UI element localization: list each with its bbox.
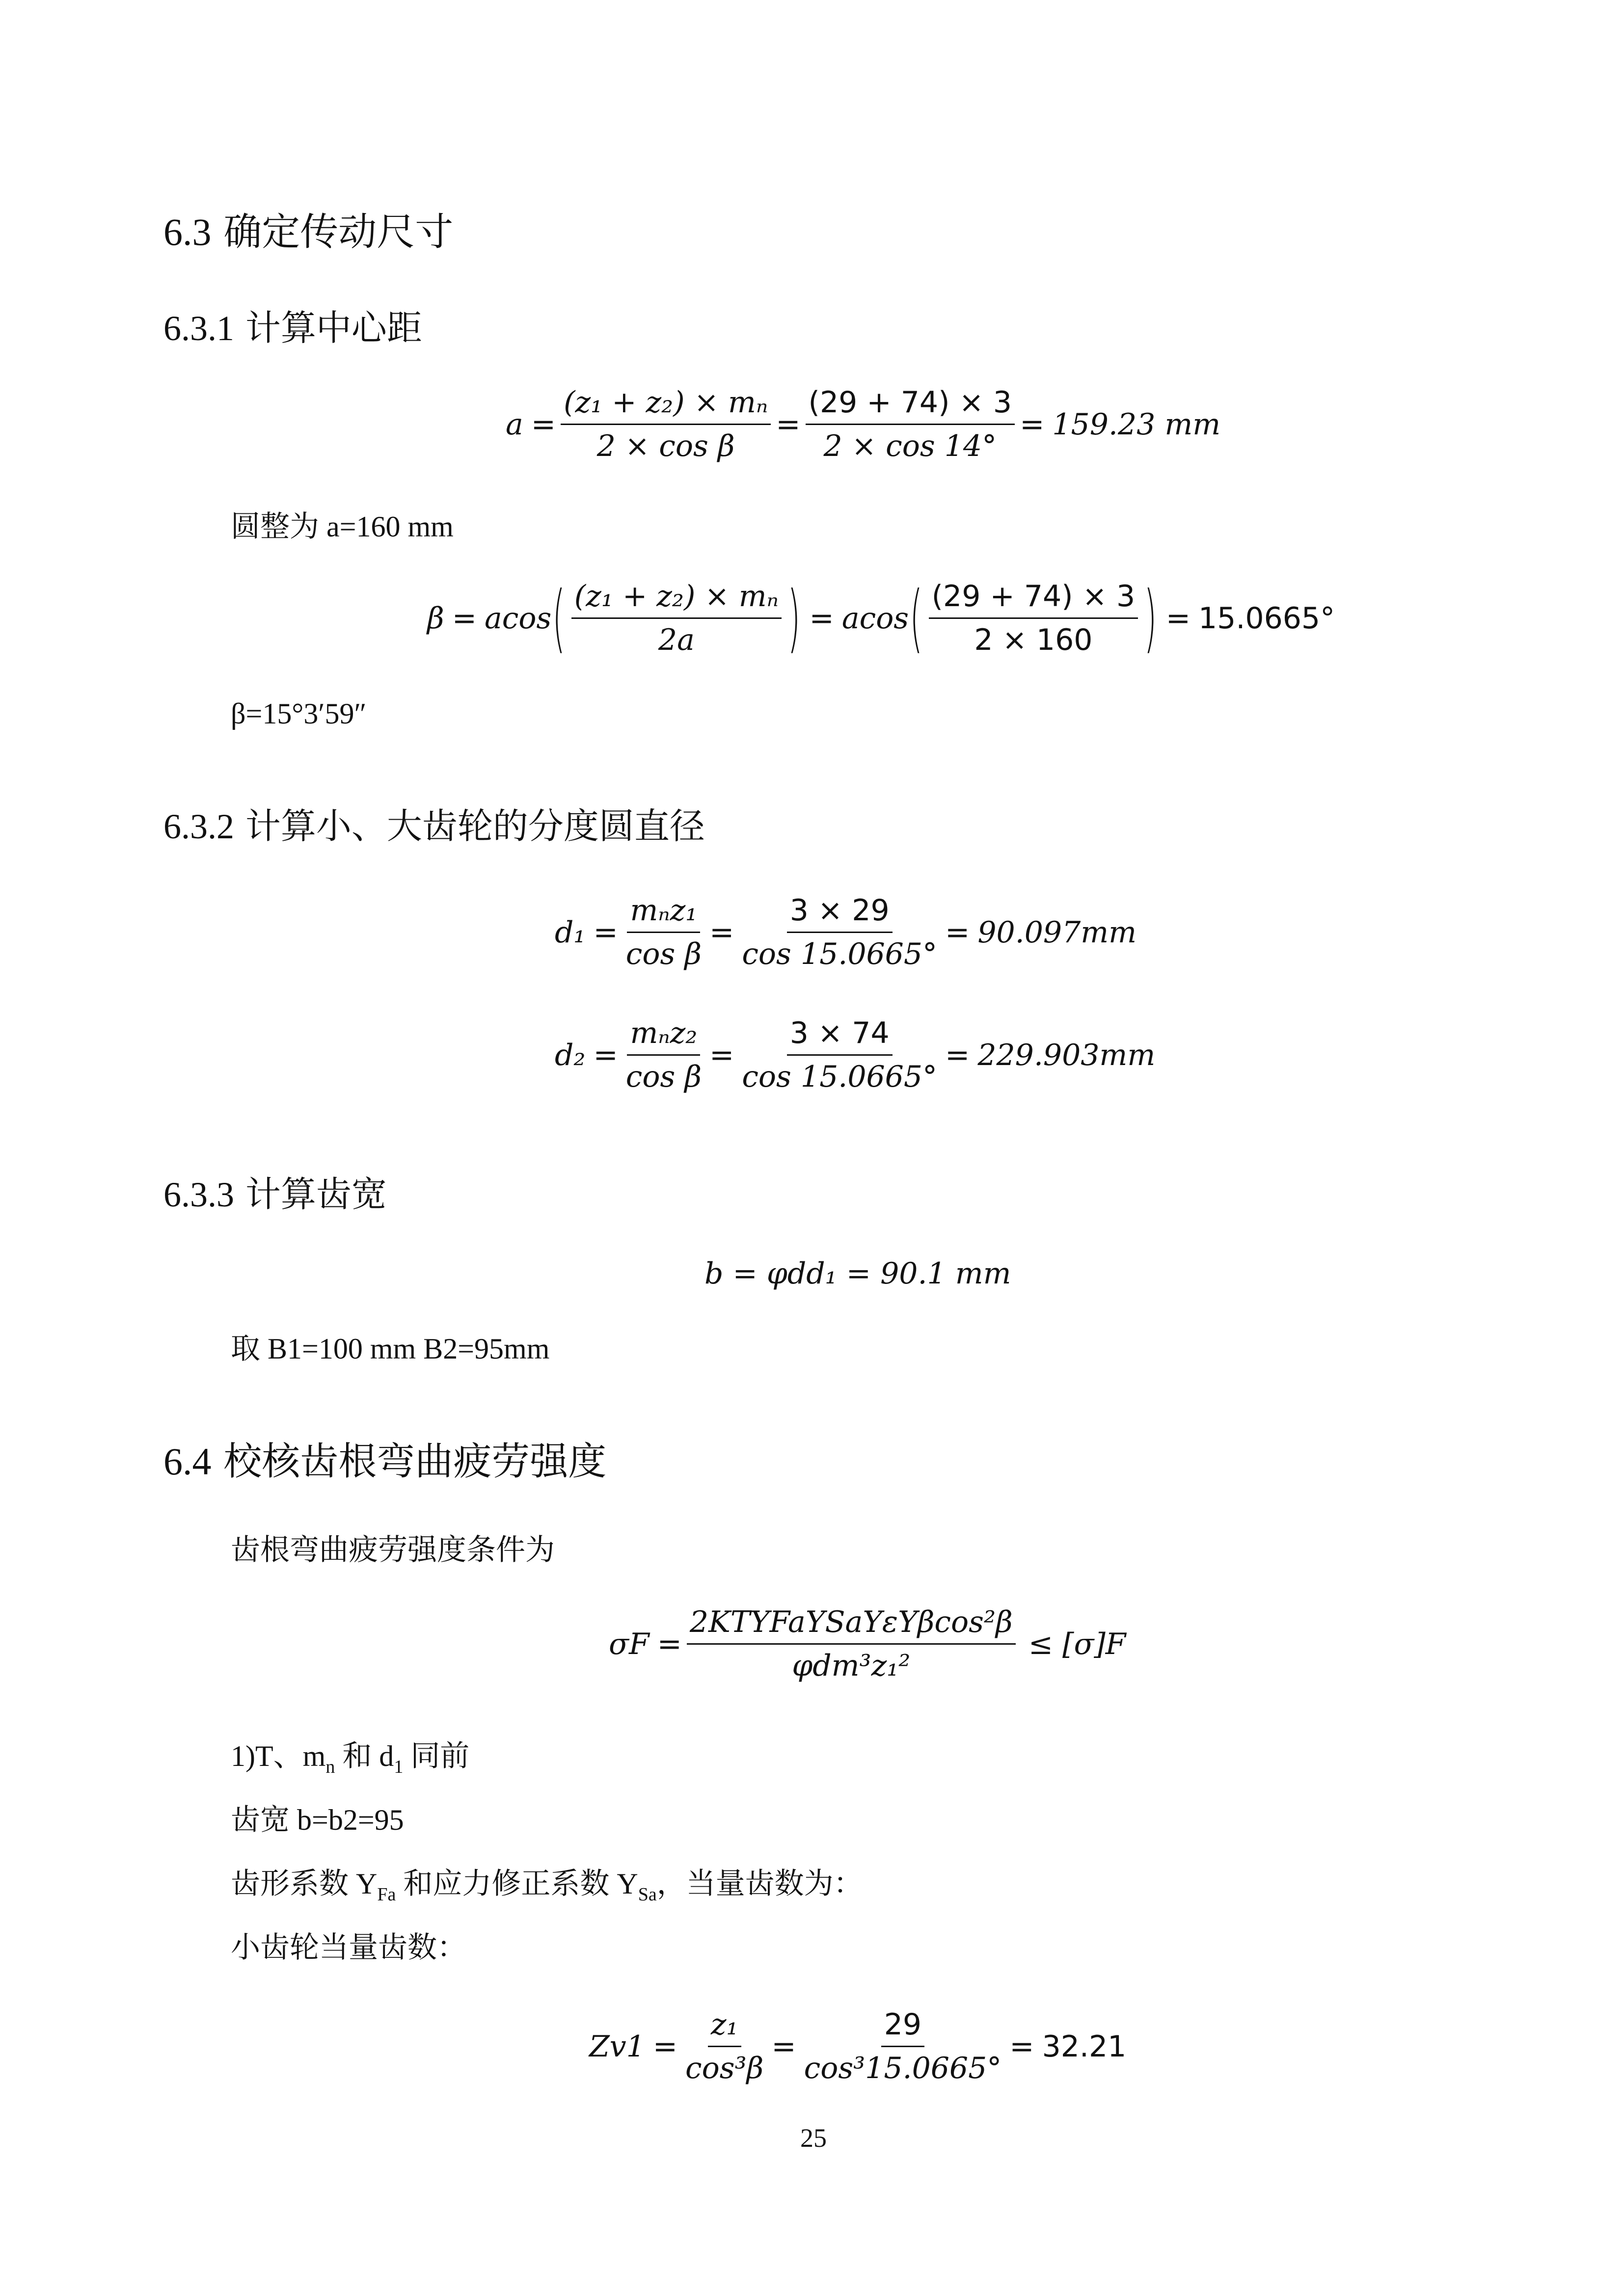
fraction: $\frac{(29 + 74) \times 3}{2 \times 160}$	[929, 579, 1138, 657]
small-gear-text: 小齿轮当量齿数：	[231, 1931, 466, 1964]
equation-d1: d₁ = $\frac{\text{mₙz₁}}{\text{cos β}}$ = $\frac{3 \times 29}{\cos 15.0665^\circ}$ = 90.097mm	[555, 893, 1137, 971]
equation-center-distance: a = $\frac{\text{(z₁ + z₂) × mₙ}}{\text{2 × cos β}}$ = $\frac{(29 + 74) \times 3}{2 \times \cos 14^\circ}$ = 159.23 mm	[506, 385, 1221, 463]
fraction: $\frac{\text{(z₁ + z₂) × mₙ}}{\text{2 × cos β}}$	[561, 385, 771, 463]
fraction: $\frac{29}{\text{cos³15.0665°}}$	[804, 2007, 1002, 2085]
fraction: $\frac{3 \times 74}{\cos 15.0665^\circ}$	[742, 1016, 938, 1094]
coefficient-text: 齿形系数 $Y_{Fa}$ 和应力修正系数 $Y_{Sa}$，当量齿数为：	[231, 1868, 863, 1905]
heading-6-3-1: 6.3.1 计算中心距	[163, 307, 422, 348]
fraction: $\frac{\text{(z₁ + z₂) × mₙ}}{2a}$	[571, 579, 782, 657]
fraction: $\frac{\text{mₙz₂}}{\text{cos β}}$	[625, 1016, 702, 1094]
equation-bending-stress: σF = $\frac{\text{2KTYFaYSaYεYβcos²β}}{\text{φdm³z₁²}}$ ≤ [σ]F	[609, 1605, 1126, 1683]
equation-face-width: b = φdd₁ = 90.1 mm	[704, 1256, 1011, 1291]
equation-d2: d₂ = $\frac{\text{mₙz₂}}{\text{cos β}}$ = $\frac{3 \times 74}{\cos 15.0665^\circ}$ = 229.903mm	[555, 1016, 1156, 1094]
tooth-width-text: 齿宽 b=b2=95	[231, 1804, 404, 1836]
item-1-text: 1)T、$m_n$ 和 $d_1$ 同前	[231, 1740, 470, 1777]
width-text: 取 B1=100 mm B2=95mm	[231, 1333, 550, 1365]
heading-6-3-2: 6.3.2 计算小、大齿轮的分度圆直径	[163, 805, 705, 847]
fraction: $\frac{\text{z₁}}{\text{cos³β}}$	[685, 2007, 764, 2085]
heading-6-3-3: 6.3.3 计算齿宽	[163, 1174, 387, 1215]
fraction: $\frac{(29 + 74) \times 3}{2 \times \cos 14^\circ}$	[806, 385, 1015, 463]
fraction: $\frac{\text{2KTYFaYSaYεYβcos²β}}{\text{φdm³z₁²}}$	[687, 1605, 1016, 1683]
equation-equivalent-teeth: Zv1 = $\frac{\text{z₁}}{\text{cos³β}}$ = $\frac{29}{\text{cos³15.0665°}}$ = 32.21	[589, 2007, 1127, 2085]
page-number: 25	[800, 2123, 827, 2153]
equation-beta: β = acos ( $\frac{\text{(z₁ + z₂) × mₙ}}{2a}$ ) = acos ( $\frac{(29 + 74) \times 3}{2 \times 160}$ ) = 15.0665°	[427, 575, 1335, 661]
fraction: $\frac{\text{mₙz₁}}{\text{cos β}}$	[625, 893, 702, 971]
heading-6-3: 6.3 确定传动尺寸	[163, 210, 454, 254]
round-text: 圆整为 a=160 mm	[231, 510, 454, 543]
intro-text: 齿根弯曲疲劳强度条件为	[231, 1534, 555, 1566]
heading-6-4: 6.4 校核齿根弯曲疲劳强度	[163, 1440, 607, 1484]
beta-text: β=15°3′59″	[231, 697, 367, 730]
fraction: $\frac{3 \times 29}{\cos 15.0665^\circ}$	[742, 893, 938, 971]
